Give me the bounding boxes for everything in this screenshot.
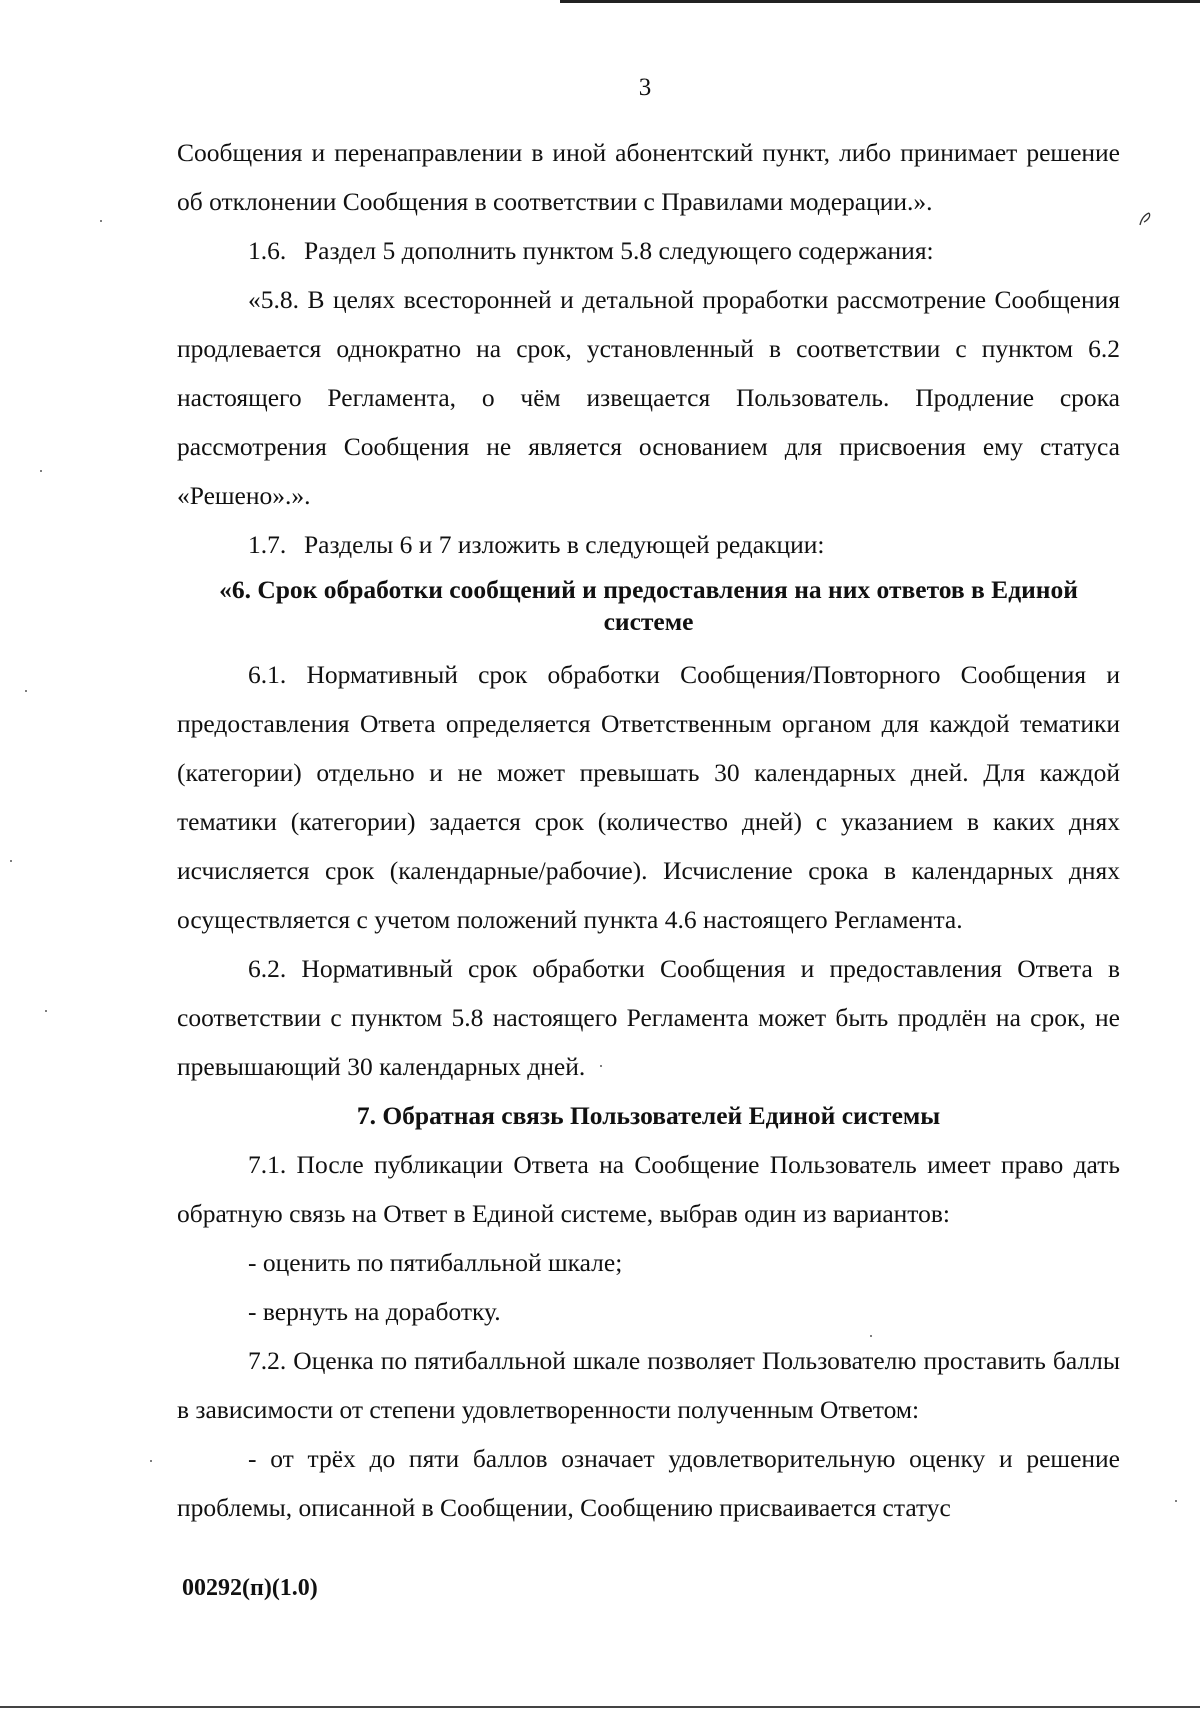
- paragraph-7-1: 7.1. После публикации Ответа на Сообщение Пользователь имеет право дать обратную связь на Ответ в Единой системе, выбрав один из вариантов:: [177, 1150, 1120, 1228]
- paragraph-7-2: 7.2. Оценка по пятибалльной шкале позволяет Пользователю проставить баллы в зависимости от степени удовлетворенности полученным Ответом:: [177, 1346, 1120, 1424]
- scan-speck: [45, 1010, 47, 1012]
- scan-speck: [10, 860, 12, 862]
- paragraph-5-8: «5.8. В целях всесторонней и детальной проработки рассмотрение Сообщения продлевается однократно на срок, установленный в соответствии с пунктом 6.2 настоящего Регламента, о чём извещается Пользователь. Продление срока рассмотрения Сообщения не является основанием для присвоения ему статуса «Решено».».: [177, 285, 1120, 510]
- scan-speck: [600, 1065, 602, 1067]
- item-number: 1.7.: [248, 530, 287, 559]
- document-body: [177, 128, 1120, 1532]
- item-1-7: [177, 520, 1120, 569]
- scan-speck: [100, 220, 102, 222]
- paragraph-continuation: Сообщения и перенаправлении в иной абонентский пункт, либо принимает решение об отклонении Сообщения в соответствии с Правилами модерации.».: [177, 138, 1120, 216]
- scan-speck: [25, 690, 27, 692]
- pen-mark-icon: [1138, 211, 1154, 229]
- item-text: Раздел 5 дополнить пунктом 5.8 следующего содержания:: [304, 236, 934, 265]
- item-number: 1.6.: [248, 236, 287, 265]
- scan-speck: [150, 1460, 152, 1462]
- list-item: - оценить по пятибалльной шкале;: [248, 1248, 623, 1277]
- page-number: 3: [638, 74, 652, 101]
- list-item: - вернуть на доработку.: [248, 1297, 501, 1326]
- paragraph-6-1: 6.1. Нормативный срок обработки Сообщения/Повторного Сообщения и предоставления Ответа определяется Ответственным органом для каждой тематики (категории) отдельно и не может превышать 30 календарных дней. Для каждой тематики (категории) задается срок (количество дней) с указанием в каких днях исчисляется срок (календарные/рабочие). Исчисление срока в календарных днях осуществляется с учетом положений пункта 4.6 настоящего Регламента.: [177, 660, 1120, 934]
- paragraph-6-2: 6.2. Нормативный срок обработки Сообщения и предоставления Ответа в соответствии с пунктом 5.8 настоящего Регламента может быть продлён на срок, не превышающий 30 календарных дней.: [177, 954, 1120, 1081]
- item-text: Разделы 6 и 7 изложить в следующей редакции:: [304, 530, 825, 559]
- scan-edge-top: [560, 0, 1200, 3]
- document-code: 00292(п)(1.0): [182, 1575, 318, 1601]
- scan-edge-bottom: [0, 1706, 1200, 1708]
- scan-speck: [1175, 1500, 1177, 1502]
- scan-speck: [870, 1335, 872, 1337]
- paragraph-7-2-option: - от трёх до пяти баллов означает удовлетворительную оценку и решение проблемы, описанной в Сообщении, Сообщению присваивается статус: [177, 1444, 1120, 1522]
- item-1-6: [177, 226, 1120, 275]
- section-6-heading: «6. Срок обработки сообщений и предоставления на них ответов в Единой системе: [219, 575, 1078, 636]
- scan-speck: [40, 470, 42, 472]
- section-7-heading: 7. Обратная связь Пользователей Единой системы: [356, 1101, 941, 1130]
